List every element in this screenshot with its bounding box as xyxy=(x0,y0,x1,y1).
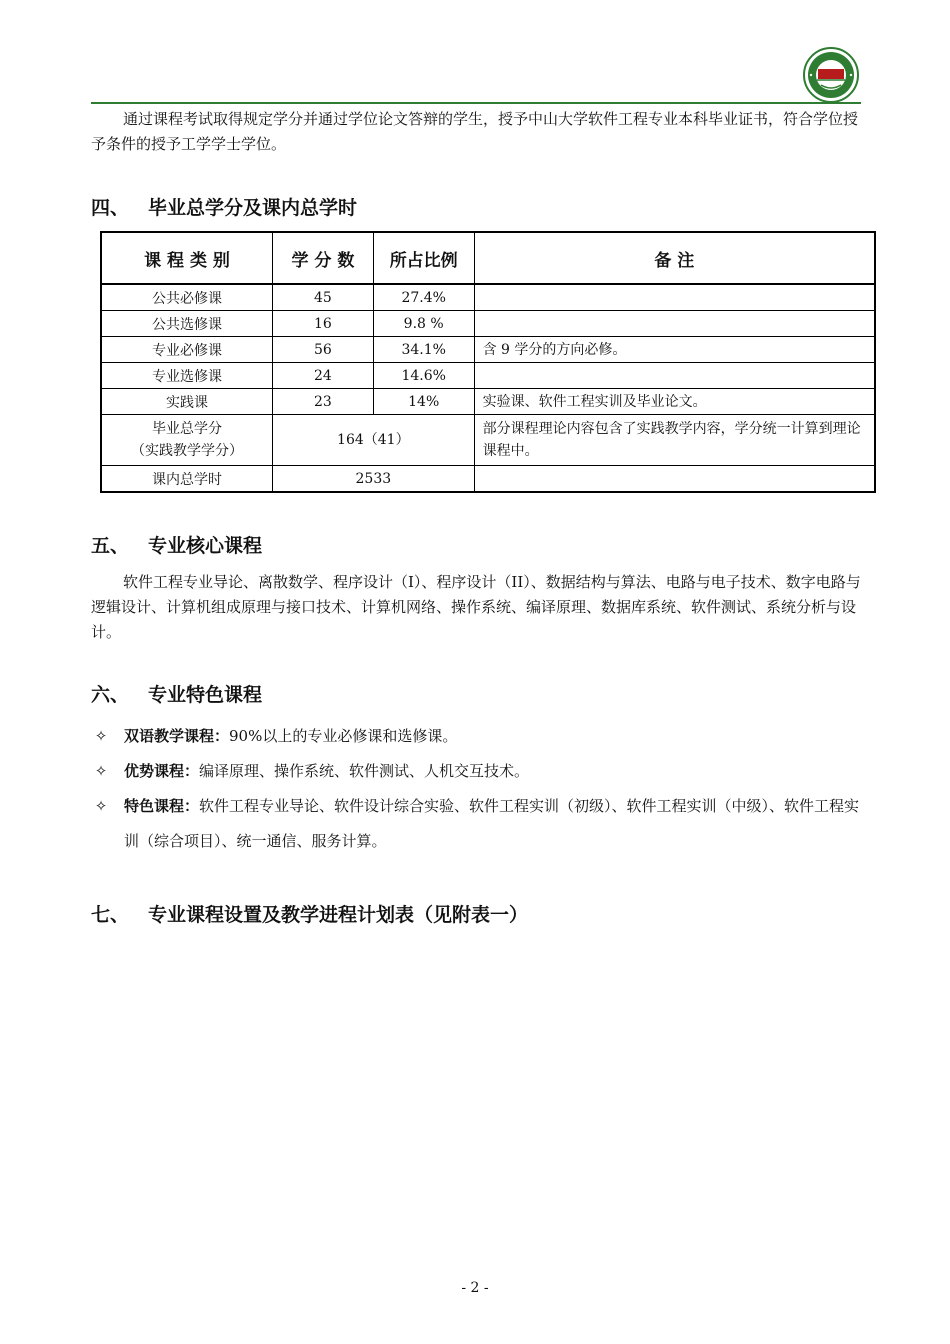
cell-credits: 45 xyxy=(273,284,374,311)
cell-ratio: 14% xyxy=(373,389,474,415)
cell-ratio: 34.1% xyxy=(373,337,474,363)
table-row xyxy=(101,363,875,389)
intro-paragraph: 通过课程考试取得规定学分并通过学位论文答辩的学生，授予中山大学软件工程专业本科毕业证书，符合学位授予条件的授予工学学士学位。 xyxy=(91,110,859,153)
cell-note: 实验课、软件工程实训及毕业论文。 xyxy=(474,389,875,415)
cell-note xyxy=(474,466,875,493)
item-label: 优势课程： xyxy=(124,762,200,780)
feature-courses-list xyxy=(91,719,871,859)
item-label: 双语教学课程： xyxy=(124,727,230,745)
section-title: 专业课程设置及教学进程计划表（见附表一） xyxy=(148,904,529,926)
core-courses-paragraph: 软件工程专业导论、离散数学、程序设计（I）、程序设计（II）、数据结构与算法、电路与电子技术、数字电路与逻辑设计、计算机组成原理与接口技术、计算机网络、操作系统、编译原理、数据库系统、软件测试、系统分析与设计。 xyxy=(91,573,861,641)
cell-category xyxy=(101,415,273,466)
cell-note: 部分课程理论内容包含了实践教学内容，学分统一计算到理论课程中。 xyxy=(474,415,875,466)
table-row xyxy=(101,284,875,311)
item-text: 编译原理、操作系统、软件测试、人机交互技术。 xyxy=(199,762,530,780)
diamond-bullet-icon: ✧ xyxy=(94,797,108,815)
cell-category: 公共选修课 xyxy=(101,311,273,337)
cell-hours-value: 2533 xyxy=(273,466,475,493)
cell-total-value: 164（41） xyxy=(273,415,475,466)
header-ratio: 所占比例 xyxy=(373,232,474,284)
list-item xyxy=(91,789,871,859)
header-note: 备 注 xyxy=(474,232,875,284)
cell-credits: 16 xyxy=(273,311,374,337)
cell-category: 实践课 xyxy=(101,389,273,415)
item-text: 90%以上的专业必修课和选修课。 xyxy=(229,727,458,745)
list-item xyxy=(91,719,871,754)
cell-credits: 56 xyxy=(273,337,374,363)
header-category: 课 程 类 别 xyxy=(101,232,273,284)
cell-note xyxy=(474,284,875,311)
table-row xyxy=(101,311,875,337)
section-number: 四、 xyxy=(91,197,130,219)
table-row xyxy=(101,389,875,415)
total-sublabel: （实践教学学分） xyxy=(131,443,244,459)
section-title: 专业核心课程 xyxy=(148,535,263,557)
section-title: 毕业总学分及课内总学时 xyxy=(148,197,358,219)
section-title: 专业特色课程 xyxy=(148,684,263,706)
cell-category: 公共必修课 xyxy=(101,284,273,311)
section-heading-6 xyxy=(91,683,262,707)
section-number: 六、 xyxy=(91,684,130,706)
table-row xyxy=(101,337,875,363)
total-label: 毕业总学分 xyxy=(152,421,223,437)
section-number: 五、 xyxy=(91,535,130,557)
cell-note xyxy=(474,363,875,389)
cell-credits: 23 xyxy=(273,389,374,415)
cell-category: 专业必修课 xyxy=(101,337,273,363)
list-item xyxy=(91,754,871,789)
header-credits: 学 分 数 xyxy=(273,232,374,284)
page-number: - 2 - xyxy=(461,1280,489,1296)
cell-ratio: 27.4% xyxy=(373,284,474,311)
cell-note xyxy=(474,311,875,337)
table-row-hours xyxy=(101,466,875,493)
cell-credits: 24 xyxy=(273,363,374,389)
diamond-bullet-icon: ✧ xyxy=(94,762,108,780)
cell-ratio: 9.8 % xyxy=(373,311,474,337)
section-heading-4 xyxy=(91,196,357,220)
diamond-bullet-icon: ✧ xyxy=(94,727,108,745)
table-row-total xyxy=(101,415,875,466)
section-heading-7 xyxy=(91,903,528,927)
table-header-row xyxy=(101,232,875,284)
item-text: 软件工程专业导论、软件设计综合实验、软件工程实训（初级）、软件工程实训（中级）、软件工程实训（综合项目）、统一通信、服务计算。 xyxy=(124,797,860,850)
cell-note: 含 9 学分的方向必修。 xyxy=(474,337,875,363)
header-rule xyxy=(91,102,861,104)
credits-table xyxy=(100,231,876,493)
cell-category: 专业选修课 xyxy=(101,363,273,389)
university-seal-icon xyxy=(803,47,859,103)
section-heading-5 xyxy=(91,534,262,558)
item-label: 特色课程： xyxy=(124,797,200,815)
cell-ratio: 14.6% xyxy=(373,363,474,389)
section-number: 七、 xyxy=(91,904,130,926)
cell-category: 课内总学时 xyxy=(101,466,273,493)
